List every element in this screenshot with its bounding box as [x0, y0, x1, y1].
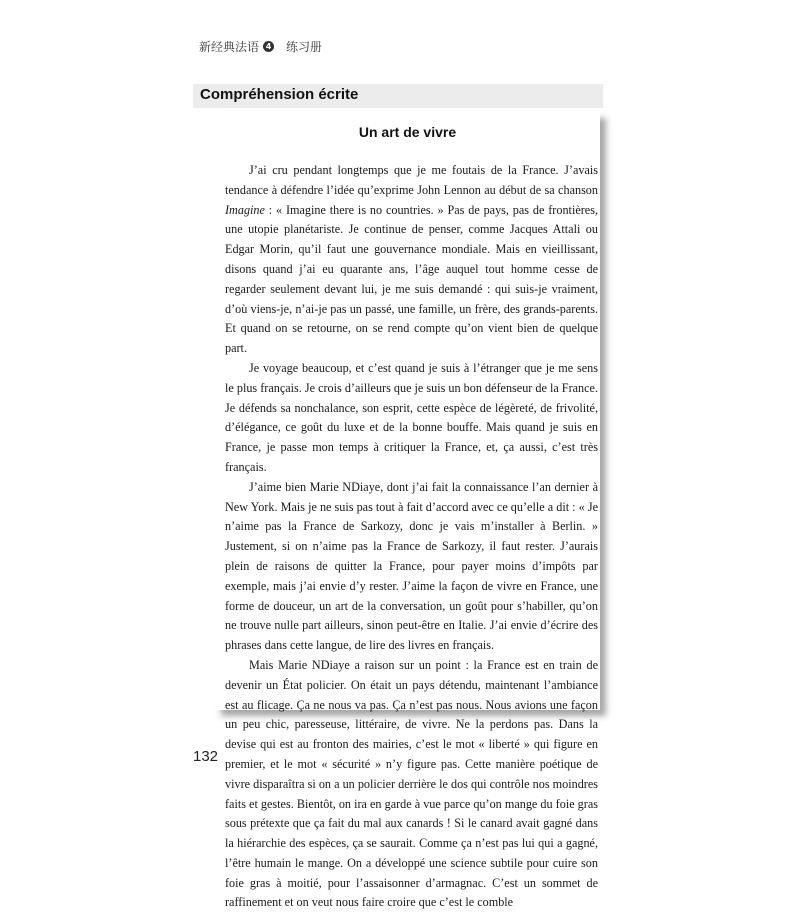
song-title: Imagine	[225, 202, 265, 217]
paragraph-text: J’ai cru pendant longtemps que je me foutais de la France. J’avais tendance à défendre l’idée qu’exprime John Lennon au début de sa chanson	[225, 163, 598, 197]
running-header	[199, 38, 322, 55]
page-number: 132	[193, 748, 219, 765]
volume-number-badge: 4	[263, 41, 274, 52]
article-paragraph	[225, 161, 598, 359]
article-paragraph: Je voyage beaucoup, et c’est quand je suis à l’étranger que je me sens le plus français. Je crois d’ailleurs que je suis un bon défenseur de la France. Je défends sa nonchalance, son esprit, cette espèce de légèreté, de frivolité, d’élégance, ce goût du luxe et de la bonne bouffe. Mais quand je suis en France, je passe mon temps à critiquer la France, et, ça aussi, c’est très français.	[225, 360, 598, 474]
paragraph-text: : « Imagine there is no countries. » Pas de pays, pas de frontières, une utopie planétariste. Je continue de penser, comme Jacques Attali ou Edgar Morin, qu’il faut une gouvernance mondiale. Mais en vieillissant, disons quand j’ai eu quarante ans, l’âge auquel tout homme cesse de regarder seulement devant lui, je me suis demandé : qui suis-je vraiment, d’où viens-je, n’ai-je pas un passé, une famille, un frère, des grands-parents. Et quand on se retourne, on se rend compte qu’on vient bien de quelque part.	[225, 202, 598, 356]
reading-text-box	[215, 112, 600, 910]
book-title: 新经典法语	[199, 40, 260, 54]
article-paragraph: Mais Marie NDiaye a raison sur un point : la France est en train de devenir un État policier. On était un pays détendu, maintenant l’ambiance est au flicage. Ça ne nous va pas. Ça n’est pas nous. Nous avions une façon un peu chic, paresseuse, littéraire, de vivre. Ne la perdons pas. Dans la devise qui est au fronton des mairies, c’est le mot « liberté » qui figure en premier, et le mot « sécurité » n’y figure pas. Cette manière poétique de vivre disparaîtra si on a un policier derrière le dos qui contrôle nos moindres faits et gestes. Bientôt, on ira en garde à vue parce qu’on mange du foie gras sous prétexte que ça fait du mal aux canards ! Si le canard avait gagné dans la hiérarchie des espèces, ça se saurait. Comme ça n’est pas lui qui a gagné, l’être humain le mange. On a développé une science subtile pour cuire son foie gras à moitié, pour l’assaisonner d’armagnac. C’est un sommet de raffinement et on veut nous faire croire que c’est le comble	[225, 657, 598, 910]
article-paragraph: J’aime bien Marie NDiaye, dont j’ai fait la connaissance l’an dernier à New York. Mais je ne suis pas tout à fait d’accord avec ce qu’elle a dit : « Je n’aime pas la France de Sarkozy, donc je vais m’installer à Berlin. » Justement, si on n’aime pas la France de Sarkozy, il faut rester. J’aurais plein de raisons de quitter la France, pour payer moins d’impôts par exemple, mais j’ai envie d’y rester. J’aime la façon de vivre en France, une forme de douceur, un art de la conversation, un goût pour s’habiller, qu’on ne trouve nulle part ailleurs, sinon peut-être en Italie. J’ai envie d’écrire des phrases dans cette langue, de lire des livres en français.	[225, 479, 598, 653]
article-body	[225, 161, 598, 913]
article-title: Un art de vivre	[358, 124, 457, 140]
book-subtitle: 练习册	[286, 40, 323, 54]
section-title: Compréhension écrite	[200, 86, 359, 103]
